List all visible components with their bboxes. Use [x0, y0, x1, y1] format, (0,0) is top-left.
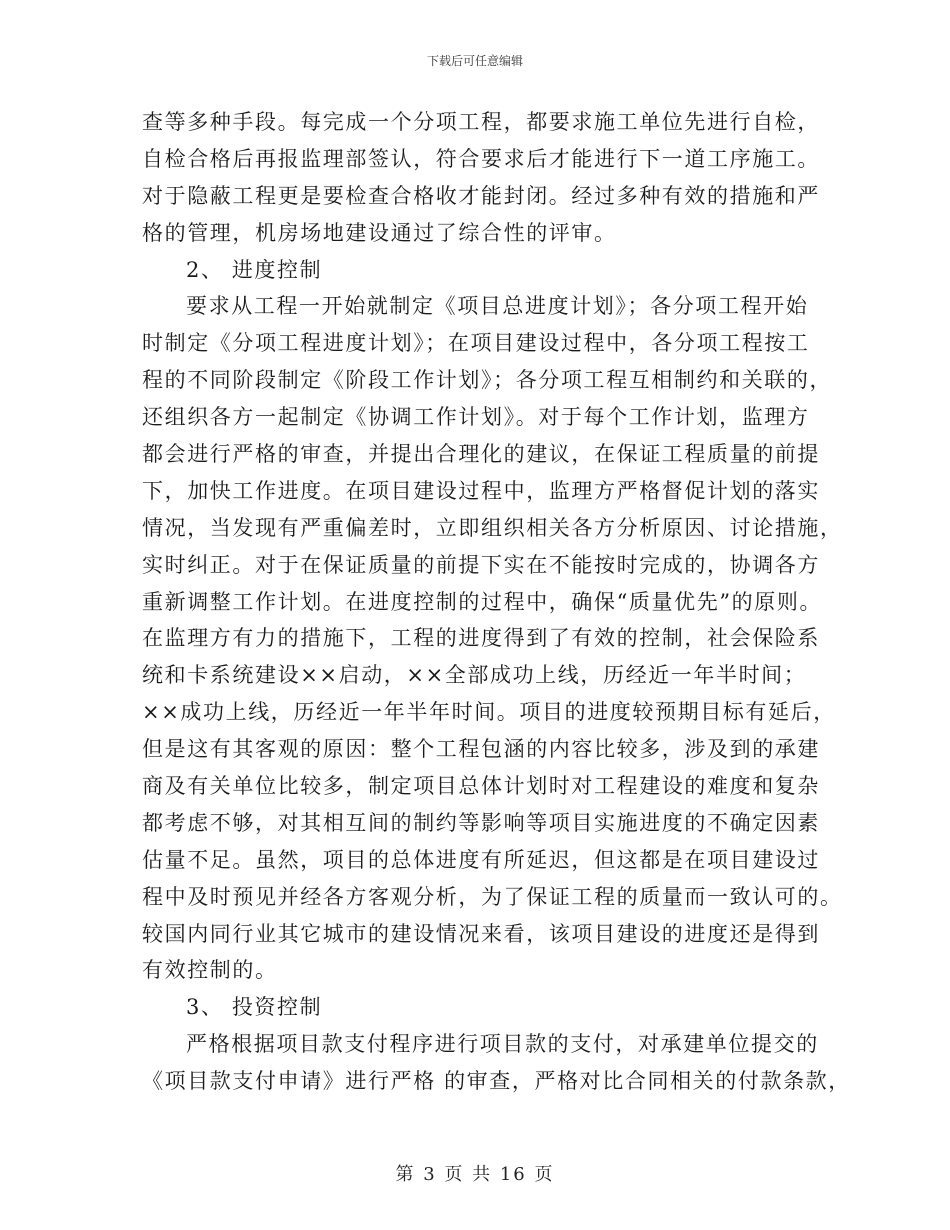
body-text-line: 下，加快工作进度。在项目建设过程中，监理方严格督促计划的落实 — [142, 478, 820, 503]
body-text-line: 统和卡系统建设××启动，××全部成功上线，历经近一年半时间； — [142, 663, 807, 688]
body-text-line: ××成功上线，历经近一年半年时间。项目的进度较预期目标有延后， — [142, 700, 836, 725]
body-text-line: 估量不足。虽然，项目的总体进度有所延迟，但这都是在项目建设过 — [142, 847, 820, 872]
body-text-line: 格的管理，机房场地建设通过了综合性的评审。 — [142, 220, 617, 245]
page-number-footer: 第 3 页 共 16 页 — [395, 1164, 555, 1185]
document-body — [142, 104, 851, 1100]
body-text-line: 程中及时预见并经各方客观分析，为了保证工程的质量而一致认可的。 — [142, 884, 843, 909]
body-text-line: 但是这有其客观的原因：整个工程包涵的内容比较多，涉及到的承建 — [142, 737, 820, 762]
body-text-line: 时制定《分项工程进度计划》；在项目建设过程中，各分项工程按工 — [142, 331, 810, 356]
body-text-line: 实时纠正。对于在保证质量的前提下实在不能按时完成的，协调各方 — [142, 552, 820, 577]
body-text-line: 程的不同阶段制定《阶段工作计划》；各分项工程互相制约和关联的， — [142, 368, 833, 393]
page-header-note: 下载后可任意编辑 — [426, 54, 523, 68]
body-text-line: 严格根据项目款支付程序进行项目款的支付，对承建单位提交的 — [186, 1032, 819, 1057]
body-text-line: 2、 进度控制 — [186, 257, 323, 282]
body-text-line: 《项目款支付申请》进行严格 的审查，严格对比合同相关的付款条款， — [142, 1069, 851, 1094]
body-text-line: 查等多种手段。每完成一个分项工程，都要求施工单位先进行自检， — [142, 110, 820, 134]
body-text-line: 都考虑不够，对其相互间的制约等影响等项目实施进度的不确定因素 — [142, 810, 820, 835]
body-text-line: 较国内同行业其它城市的建设情况来看，该项目建设的进度还是得到 — [142, 921, 820, 946]
body-text-line: 在监理方有力的措施下，工程的进度得到了有效的控制，社会保险系 — [142, 626, 820, 651]
body-text-line: 对于隐蔽工程更是要检查合格收才能封闭。经过多种有效的措施和严 — [142, 183, 820, 208]
body-text-line: 3、 投资控制 — [186, 995, 323, 1020]
body-text-line: 情况，当发现有严重偏差时，立即组织相关各方分析原因、讨论措施， — [142, 515, 843, 540]
body-text-line: 商及有关单位比较多，制定项目总体计划时对工程建设的难度和复杂 — [142, 774, 820, 799]
body-text-line: 还组织各方一起制定《协调工作计划》。对于每个工作计划，监理方 — [142, 405, 810, 430]
body-text-line: 有效控制的。 — [142, 958, 278, 983]
body-text-line: 要求从工程一开始就制定《项目总进度计划》；各分项工程开始 — [186, 294, 809, 319]
body-text-line: 都会进行严格的审查，并提出合理化的建议，在保证工程质量的前提 — [142, 442, 820, 467]
body-text-line: 自检合格后再报监理部签认，符合要求后才能进行下一道工序施工。 — [142, 146, 820, 171]
body-text-line: 重新调整工作计划。在进度控制的过程中，确保“质量优先”的原则。 — [142, 589, 823, 614]
